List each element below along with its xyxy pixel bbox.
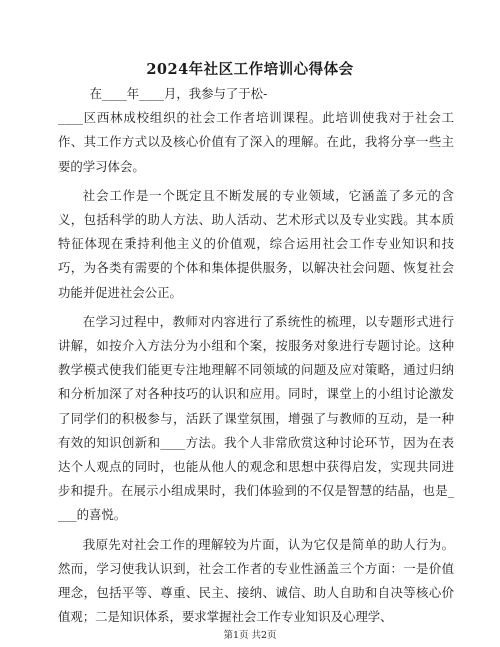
paragraph-intro-continuation: ____区西林成校组织的社会工作者培训课程。此培训使我对于社会工作、其工作方式以及核心价值有了深入的理解。在此，我将分享一些主要的学习体会。 xyxy=(58,110,454,174)
paragraph-understanding: 我原先对社会工作的理解较为片面，认为它仅是简单的助人行为。然而，学习使我认识到，社会工作者的专业性涵盖三个方面：一是价值理念，包括平等、尊重、民主、接纳、诚信、助人自助和自决等核心价值观；二是知识体系，要求掌握社会工作专业知识及心理学、 xyxy=(58,536,454,625)
paragraph-learning-process: 在学习过程中，教师对内容进行了系统性的梳理，以专题形式进行讲解，如按介入方法分为小组和个案，按服务对象进行专题讨论。这种教学模式使我们能更专注地理解不同领域的问题及应对策略，通过归纳和分析加深了对各种技巧的认识和应用。同时，课堂上的小组讨论激发了同学们的积极参与，活跃了课堂氛围，增强了与教师的互动，是一种有效的知识创新和____方法。我个人非常欣赏这种讨论环节，因为在表达个人观点的同时，也能从他人的观念和思想中获得启发，实现共同进步和提升。在展示小组成果时，我们体验到的不仅是智慧的结晶，也是____的喜悦。 xyxy=(58,313,454,523)
document-body xyxy=(58,82,454,629)
paragraph-definition: 社会工作是一个既定且不断发展的专业领域，它涵盖了多元的含义，包括科学的助人方法、助人活动、艺术形式以及专业实践。其本质特征体现在秉持利他主义的价值观，综合运用社会工作专业知识和技巧，为各类有需要的个体和集体提供服务，以解决社会问题、恢复社会功能并促进社会公正。 xyxy=(58,187,454,300)
document-title: 2024年社区工作培训心得体会 xyxy=(146,61,354,78)
paragraph-intro-line: 在____年____月，我参与了于松- xyxy=(89,86,268,101)
page-number-footer: 第1页 共2页 xyxy=(223,630,277,641)
